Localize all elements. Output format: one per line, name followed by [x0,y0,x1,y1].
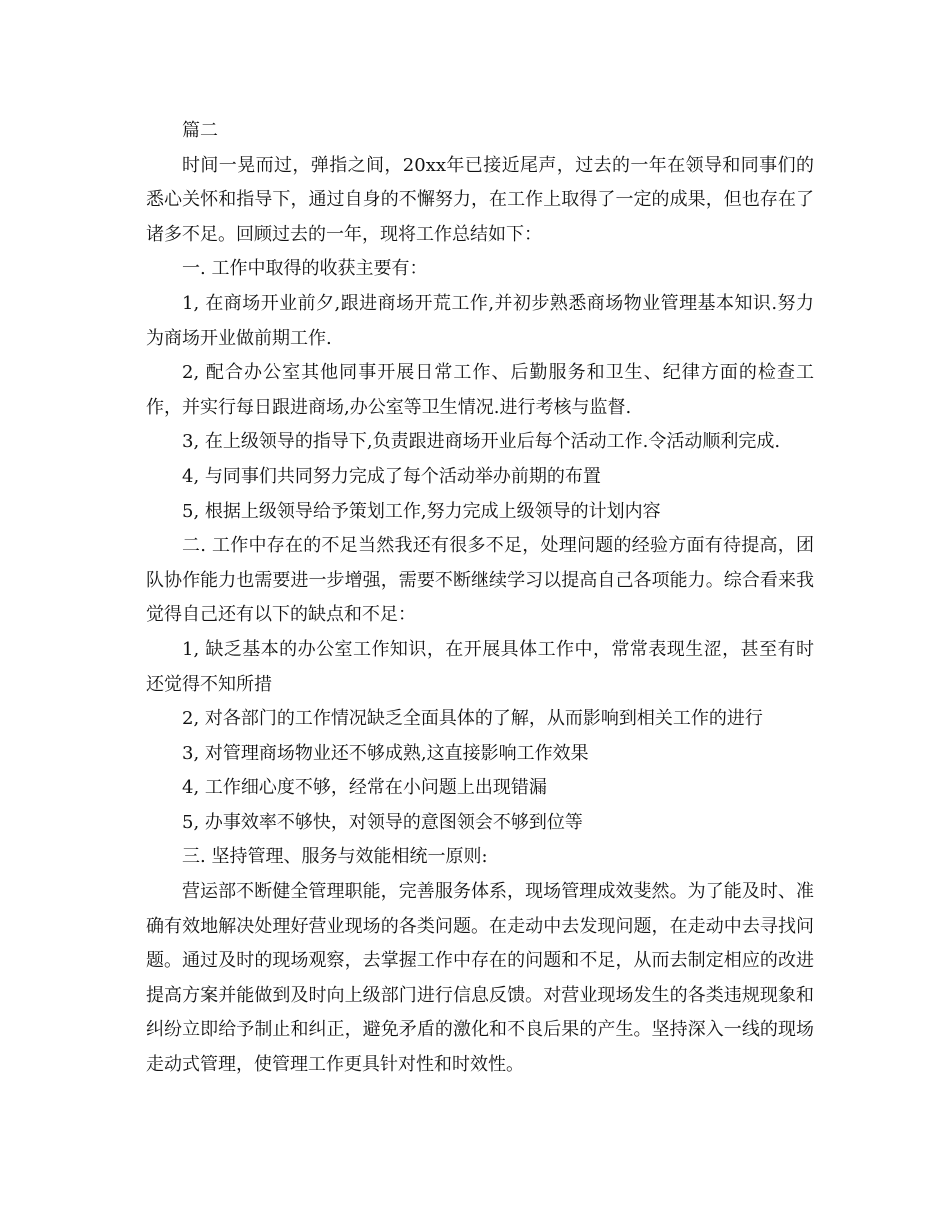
section-heading: 篇二 [182,120,218,141]
shortcoming-item-3: 3, 对管理商场物业还不够成熟,这直接影响工作效果 [182,742,589,764]
section-three-paragraph: 营运部不断健全管理职能，完善服务体系，现场管理成效斐然。为了能及时、准确有效地解决处理好营业现场的各类问题。在走动中去发现问题，在走动中去寻找问题。通过及时的现场观察，去掌握工作中存在的问题和不足，从而去制定相应的改进提高方案并能做到及时向上级部门进行信息反馈。对营业现场发生的各类违规现象和纠纷立即给予制止和纠正，避免矛盾的激化和不良后果的产生。坚持深入一线的现场走动式管理，使管理工作更具针对性和时效性。 [146,881,814,1076]
gains-item-5: 5, 根据上级领导给予策划工作,努力完成上级领导的计划内容 [182,500,661,522]
shortcoming-item-2: 2, 对各部门的工作情况缺乏全面具体的了解，从而影响到相关工作的进行 [182,708,763,730]
shortcoming-item-1: 1, 缺乏基本的办公室工作知识，在开展具体工作中，常常表现生涩，甚至有时还觉得不知所措 [146,638,814,695]
section-two-paragraph: 二. 工作中存在的不足当然我还有很多不足，处理问题的经验方面有待提高，团队协作能力也需要进一步增强，需要不断继续学习以提高自己各项能力。综合看来我觉得自己还有以下的缺点和不足： [146,535,814,626]
shortcoming-item-4: 4, 工作细心度不够，经常在小问题上出现错漏 [182,777,547,799]
section-three-heading: 三. 坚持管理、服务与效能相统一原则: [182,846,488,868]
gains-item-4: 4, 与同事们共同努力完成了每个活动举办前期的布置 [182,465,601,487]
intro-paragraph: 时间一晃而过，弹指之间，20xx年已接近尾声，过去的一年在领导和同事们的悉心关怀和指导下，通过自身的不懈努力，在工作上取得了一定的成果，但也存在了诸多不足。回顾过去的一年，现将工作总结如下： [146,154,814,245]
gains-item-2: 2, 配合办公室其他同事开展日常工作、后勤服务和卫生、纪律方面的检查工作，并实行每日跟进商场,办公室等卫生情况.进行考核与监督. [146,362,814,418]
section-one-heading: 一. 工作中取得的收获主要有： [182,258,428,280]
gains-item-3: 3, 在上级领导的指导下,负责跟进商场开业后每个活动工作.令活动顺利完成. [182,431,781,453]
gains-item-1: 1, 在商场开业前夕,跟进商场开荒工作,并初步熟悉商场物业管理基本知识.努力为商场开业做前期工作. [146,292,814,349]
document-body [146,114,814,1083]
shortcoming-item-5: 5, 办事效率不够快，对领导的意图领会不够到位等 [182,811,583,833]
